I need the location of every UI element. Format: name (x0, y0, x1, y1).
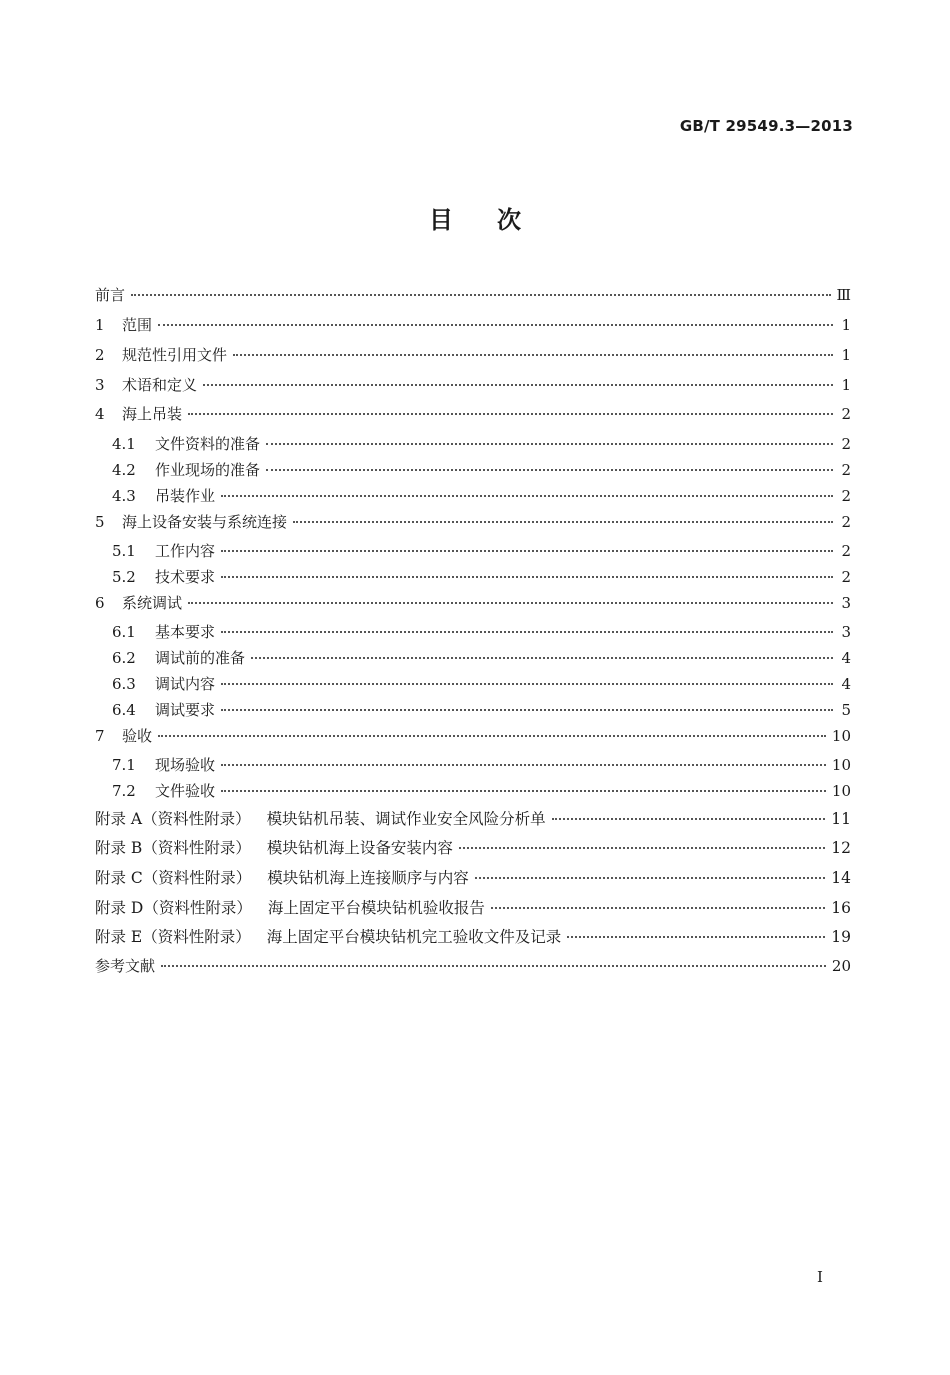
toc-entry-number: 6 (95, 594, 105, 612)
toc-leader-dots (131, 293, 831, 296)
toc-annex-entry[interactable] (95, 866, 851, 888)
toc-entry-page: 2 (841, 435, 851, 453)
toc-references-entry[interactable] (95, 955, 851, 977)
toc-entry[interactable] (95, 314, 851, 336)
annex-label: 附录 C（资料性附录） (95, 869, 252, 887)
toc-entry-title: 作业现场的准备 (155, 461, 261, 479)
annex-label: 附录 B（资料性附录） (95, 839, 251, 857)
toc-entry-page: 2 (841, 405, 851, 423)
toc-leader-dots (293, 520, 833, 523)
toc-entry-title: 调试前的准备 (155, 649, 246, 667)
toc-entry-title: 系统调试 (122, 594, 183, 612)
annex-page: 14 (831, 869, 851, 887)
toc-entry-title: 技术要求 (155, 568, 216, 586)
toc-entry-title: 文件资料的准备 (155, 435, 261, 453)
toc-leader-dots (158, 734, 826, 737)
toc-entry-number: 1 (95, 316, 105, 334)
toc-entry-title: 验收 (122, 727, 153, 745)
toc-entry-page: 5 (841, 701, 851, 719)
toc-leader-dots (221, 549, 833, 552)
toc-entry[interactable] (112, 647, 851, 669)
toc-entry-number: 7.1 (112, 756, 136, 774)
annex-title: 模块钻机吊装、调试作业安全风险分析单 (266, 810, 546, 828)
toc-leader-dots (203, 383, 833, 386)
toc-entry-number: 5.2 (112, 568, 136, 586)
toc-entry-title: 海上吊装 (122, 405, 183, 423)
toc-entry-page: Ⅲ (836, 286, 851, 304)
annex-title: 模块钻机海上设备安装内容 (266, 839, 453, 857)
toc-leader-dots (552, 817, 826, 820)
toc-entry-page: 1 (841, 316, 851, 334)
toc-entry-title: 调试要求 (155, 701, 216, 719)
toc-leader-dots (221, 682, 833, 685)
toc-leader-dots (221, 763, 826, 766)
toc-leader-dots (221, 630, 833, 633)
annex-label: 附录 A（资料性附录） (95, 810, 251, 828)
toc-entry-number: 5.1 (112, 542, 136, 560)
toc-entry-title: 文件验收 (155, 782, 216, 800)
toc-entry-page: 2 (841, 461, 851, 479)
toc-entry[interactable] (112, 673, 851, 695)
toc-entry-number: 7.2 (112, 782, 136, 800)
annex-page: 11 (831, 810, 851, 828)
toc-entry-number: 6.2 (112, 649, 136, 667)
toc-entry[interactable] (112, 485, 851, 507)
toc-entry-title: 规范性引用文件 (122, 346, 228, 364)
toc-entry[interactable] (95, 592, 851, 614)
toc-leader-dots (266, 442, 833, 445)
toc-entry-page: 1 (841, 346, 851, 364)
toc-leader-dots (221, 708, 833, 711)
toc-leader-dots (459, 846, 825, 849)
toc-leader-dots (251, 656, 833, 659)
toc-entry-title: 基本要求 (155, 623, 216, 641)
toc-entry-page: 10 (831, 782, 851, 800)
toc-leader-dots (266, 468, 833, 471)
toc-entry[interactable] (112, 566, 851, 588)
toc-entry[interactable] (95, 725, 851, 747)
toc-entry-number: 5 (95, 513, 105, 531)
toc-entry-number: 6.3 (112, 675, 136, 693)
toc-entry-title: 工作内容 (155, 542, 216, 560)
toc-entry-page: 1 (841, 376, 851, 394)
toc-leader-dots (221, 789, 826, 792)
references-page: 20 (831, 957, 851, 975)
toc-entry[interactable] (112, 459, 851, 481)
toc-entry-number: 4.1 (112, 435, 136, 453)
toc-entry-title: 海上设备安装与系统连接 (122, 513, 288, 531)
toc-entry[interactable] (95, 511, 851, 533)
toc-leader-dots (158, 323, 833, 326)
toc-entry-number: 3 (95, 376, 105, 394)
toc-leader-dots (161, 964, 826, 967)
toc-entry[interactable] (112, 433, 851, 455)
toc-entry-page: 10 (831, 756, 851, 774)
annex-page: 19 (831, 928, 851, 946)
toc-entry-title: 前言 (95, 286, 126, 304)
toc-annex-entry[interactable] (95, 925, 851, 947)
toc-annex-entry[interactable] (95, 836, 851, 858)
annex-page: 16 (831, 899, 851, 917)
toc-entry[interactable] (112, 540, 851, 562)
toc-entry-title: 术语和定义 (122, 376, 198, 394)
toc-entry-number: 6.4 (112, 701, 136, 719)
toc-entry[interactable] (95, 284, 851, 306)
toc-annex-entry[interactable] (95, 896, 851, 918)
toc-entry-number: 4.2 (112, 461, 136, 479)
toc-entry-page: 4 (841, 649, 851, 667)
toc-leader-dots (567, 935, 825, 938)
toc-entry-title: 范围 (122, 316, 153, 334)
toc-entry-page: 2 (841, 487, 851, 505)
toc-leader-dots (188, 412, 833, 415)
toc-entry-page: 3 (841, 623, 851, 641)
toc-entry[interactable] (112, 699, 851, 721)
toc-entry-title: 吊装作业 (155, 487, 216, 505)
toc-entry-page: 4 (841, 675, 851, 693)
toc-entry-page: 2 (841, 568, 851, 586)
toc-leader-dots (233, 353, 833, 356)
toc-entry-page: 3 (841, 594, 851, 612)
toc-entry[interactable] (112, 754, 851, 776)
toc-heading: 目次 (429, 206, 565, 234)
annex-title: 海上固定平台模块钻机验收报告 (267, 899, 485, 917)
toc-entry[interactable] (112, 780, 851, 802)
toc-entry[interactable] (95, 403, 851, 425)
toc-entry-title: 调试内容 (155, 675, 216, 693)
toc-entry-number: 4 (95, 405, 105, 423)
toc-entry-number: 6.1 (112, 623, 136, 641)
toc-entry-page: 10 (831, 727, 851, 745)
toc-leader-dots (221, 575, 833, 578)
toc-entry-number: 2 (95, 346, 105, 364)
toc-entry-page: 2 (841, 542, 851, 560)
annex-title: 模块钻机海上连接顺序与内容 (267, 869, 469, 887)
toc-leader-dots (221, 494, 833, 497)
annex-label: 附录 E（资料性附录） (95, 928, 251, 946)
annex-label: 附录 D（资料性附录） (95, 899, 252, 917)
standard-number: GB/T 29549.3—2013 (679, 117, 853, 135)
toc-entry[interactable] (95, 344, 851, 366)
toc-entry-title: 现场验收 (155, 756, 216, 774)
references-title: 参考文献 (95, 957, 156, 975)
footer-page-number: I (817, 1268, 823, 1286)
toc-entry-number: 7 (95, 727, 105, 745)
toc-entry[interactable] (112, 621, 851, 643)
toc-leader-dots (475, 876, 825, 879)
toc-leader-dots (491, 906, 825, 909)
toc-entry[interactable] (95, 374, 851, 396)
toc-entry-page: 2 (841, 513, 851, 531)
toc-entry-number: 4.3 (112, 487, 136, 505)
toc-leader-dots (188, 601, 833, 604)
annex-title: 海上固定平台模块钻机完工验收文件及记录 (266, 928, 562, 946)
toc-annex-entry[interactable] (95, 807, 851, 829)
annex-page: 12 (831, 839, 851, 857)
